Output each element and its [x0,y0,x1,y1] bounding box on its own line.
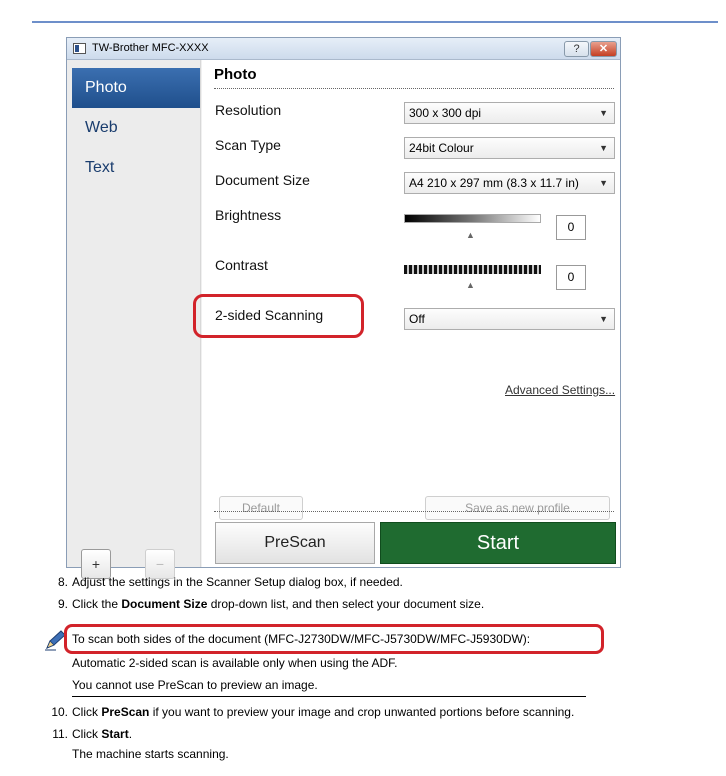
app-window-icon [73,43,86,54]
profile-sidebar [67,60,201,572]
document-size-label: Document Size [215,172,310,188]
two-sided-scanning-dropdown[interactable] [404,308,615,330]
start-button[interactable]: Start [380,522,616,564]
step-number: 11. [52,727,68,741]
step-number: 9. [57,597,68,611]
brightness-slider[interactable] [404,214,541,223]
step-number: 10. [51,705,68,719]
step-text-after: if you want to preview your image and crop unwanted portions before scanning. [149,705,575,719]
add-profile-button[interactable]: + [81,549,111,579]
chevron-down-icon: ▼ [599,178,608,188]
sidebar-item-web[interactable]: Web [85,119,118,136]
contrast-value-field[interactable]: 0 [556,265,586,290]
note-line-2: You cannot use PreScan to preview an image. [72,678,318,692]
step-bold-term: Document Size [121,597,208,611]
title-bar [67,38,620,60]
close-button[interactable]: ✕ [590,41,617,57]
help-button[interactable]: ? [564,41,589,57]
panel-title: Photo [214,66,257,83]
step-10 [44,705,574,719]
resolution-value: 300 x 300 dpi [409,106,482,120]
step-text-after: drop-down list, and then select your document size. [207,597,485,611]
window-title: TW-Brother MFC-XXXX [92,42,209,54]
step-number: 8. [57,575,68,589]
prescan-button[interactable]: PreScan [215,522,375,564]
chevron-down-icon: ▼ [599,143,608,153]
chevron-down-icon: ▼ [599,108,608,118]
step-9 [44,597,484,611]
step-text-before: Click [72,705,102,719]
save-as-new-profile-button[interactable]: Save as new profile [425,496,610,520]
note-line-1: Automatic 2-sided scan is available only when using the ADF. [72,656,398,670]
sidebar-item-photo[interactable]: Photo [72,68,200,108]
step-text-before: Click the [72,597,122,611]
brightness-label: Brightness [215,207,282,223]
step-11-detail: The machine starts scanning. [72,747,229,761]
document-size-value: A4 210 x 297 mm (8.3 x 11.7 in) [409,176,579,190]
contrast-label: Contrast [215,257,268,273]
step-text: Adjust the settings in the Scanner Setup dialog box, if needed. [72,575,403,589]
sidebar-item-text[interactable]: Text [85,159,115,176]
two-sided-scanning-label: 2-sided Scanning [215,307,324,323]
scan-type-label: Scan Type [215,137,281,153]
step-8 [44,575,403,589]
note-divider [72,696,586,697]
resolution-label: Resolution [215,102,282,118]
contrast-slider-thumb[interactable]: ▲ [466,280,475,290]
remove-profile-button[interactable]: − [145,549,175,579]
brightness-slider-thumb[interactable]: ▲ [466,230,475,240]
step-bold-term: Start [101,727,129,741]
step-11 [44,727,132,741]
document-size-dropdown[interactable] [404,172,615,194]
default-button[interactable]: Default [219,496,303,520]
two-sided-highlight-box [193,294,364,338]
step-text-before: Click [72,727,102,741]
top-rule [32,21,718,23]
brightness-value-field[interactable]: 0 [556,215,586,240]
two-sided-scanning-value: Off [409,312,425,326]
step-text-after: . [128,727,133,741]
scan-type-dropdown[interactable] [404,137,615,159]
note-heading: To scan both sides of the document (MFC-J2730DW/MFC-J5730DW/MFC-J5930DW): [72,632,531,646]
contrast-slider[interactable] [404,265,541,274]
title-divider [214,88,614,89]
buttons-divider [214,511,614,512]
chevron-down-icon: ▼ [599,314,608,324]
step-bold-term: PreScan [101,705,150,719]
advanced-settings-link[interactable]: Advanced Settings... [505,383,616,397]
scan-type-value: 24bit Colour [409,141,474,155]
resolution-dropdown[interactable] [404,102,615,124]
